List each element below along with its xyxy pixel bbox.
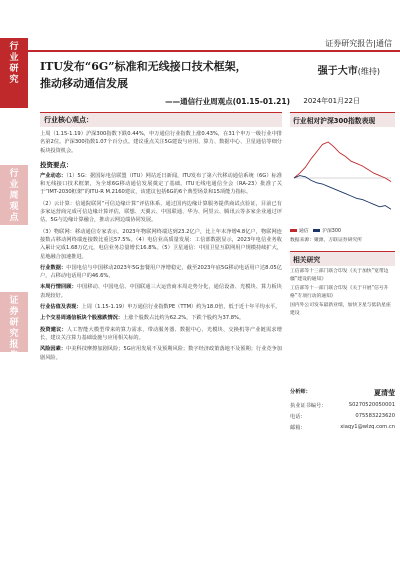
main-content [40,112,282,362]
industry-data: 行业数据：中国电信与中国移动2023年5G套餐用户净增稳定，截至2023年底5G移动电话用户达8.05亿户，占移动电话用户的46.6%。 [40,264,282,280]
stock-moves: 上个交易周通信板块个股涨跌情况：上涨个股数占比约为62.2%，下跌个股约为37.8%。 [40,315,245,322]
report-date: 2024年01月22日 [303,97,360,105]
invest-advice: 投资建议：人工智能大模型带来的算力需求，带动服务器、数据中心、光模块、交换机等产业链需求增长，建议关注算力基础设施与应用相关标的。 [40,326,282,341]
page-title: ITU发布“6G”标准和无线接口技术框架， 推动移动通信发展 [40,60,247,90]
cloud-paragraph: （2）云计算：信通院联同“可信边缘计算”评估体系，通过国内边缘计算服务提供商试点验证，目前已有多家运营商完成可信边缘计算评估，联想、天翼云、中国联通、华为、阿里云、腾讯云等多家企业通过评估。5G与边缘计算融合，推动云网边端协同发展。 [40,200,282,224]
core-view-header: 行业核心观点： [40,112,282,127]
rating: 强于大市(维持) [317,66,380,77]
chart-legend: 通信 沪深300 [290,227,395,234]
series-line-0 [294,142,391,182]
perf-chart [290,130,395,222]
header-divider [28,50,400,52]
legend-swatch-b [313,229,320,232]
analyst-block: 分析师： 夏清莹 执业证书编号： S0270520050001 电话： 075583223620 邮箱： xiaqy1@wlzq.com.cn [290,389,395,431]
chart-source: 数据来源：聚源，万联证券研究所 [290,238,362,243]
industry-news: 产业动态：（1）5G：据国际电信联盟（ITU）网站近日新闻，ITU发布了第六代移动通信系统（6G）标准和无线接口技术框架，为全球6G移动通信发展奠定了基础。ITU无线电通信全会（RA-23）批准了关于“IMT-2030框架”的ITU-R M.2160建议，该建议包括6G的6个典型场景和15项能力指标。 [40,172,282,196]
sidebar-tag-industry: 行业研究 [0,38,28,108]
page-subtitle: ——通信行业周观点(01.15-01.21) [165,97,290,106]
risk-factors: 风险因素：中美科技摩擦加剧风险；5G应用发展不及预期风险；数字经济政策落地不及预期；行业竞争加剧风险。 [40,346,282,361]
valuation: 行业估值及表现：上周（1.15-1.19）申万通信行业指数PE（TTM）约为18.0倍，低于近十年平均水平。 [40,304,281,311]
related-header: 相关研究 [290,251,395,266]
sidebar [0,0,28,565]
sidebar-tag-report: 证券研究报告 [0,292,28,352]
sidebar-tag-weekly: 行业周观点 [0,165,28,225]
related-item[interactable]: 国内外公司发布最新业绩，加快卫星与低轨星座建设 [290,303,391,316]
summary-paragraph: 上周（1.15-1.19）沪深300指数下跌0.44%，申万通信行业指数上涨0.43%，在31个申万一级行业中排名第2位。沪深300指数1.07个百分点。建议重点关注5G建设与应用、算力、数据中心、卫星通信等细分板块投资机会。 [40,131,282,154]
legend-swatch-a [290,229,297,232]
related-item[interactable]: 工信部等十三部门联合印发《关于加快“宽带边疆”建设的通知》 [290,269,389,282]
related-item[interactable]: 工信部等十一部门联合印发《关于开展“信号升格”专项行动的通知》 [290,286,389,299]
right-column [290,112,395,318]
series-line-1 [294,176,391,210]
invest-header: 投资要点： [40,160,73,169]
report-category: 证券研究报告|通信 [325,39,392,48]
weekly-review: 本周行情回顾：中国移动、中国电信、中国联通三大运营商本周走势分化，通信设备、光模块、算力板块表现较好。 [40,284,282,299]
perf-chart-header: 行业相对沪深300指数表现 [290,112,395,127]
iot-paragraph: （3）物联网：移动通信专家表示，2023年物联网终端达到23.2亿户，比上年末净增4.8亿户，物联网连接数占移动网终端连接数比重达57.5%。（4）电信业高质量发展：工信部数据显示，2023年电信业务收入累计完成1.68万亿元，电信业务总量增长16.8%。（5）卫星通信：中国卫星互联网用户规模持续扩大，星地融合加速推进。 [40,228,282,260]
